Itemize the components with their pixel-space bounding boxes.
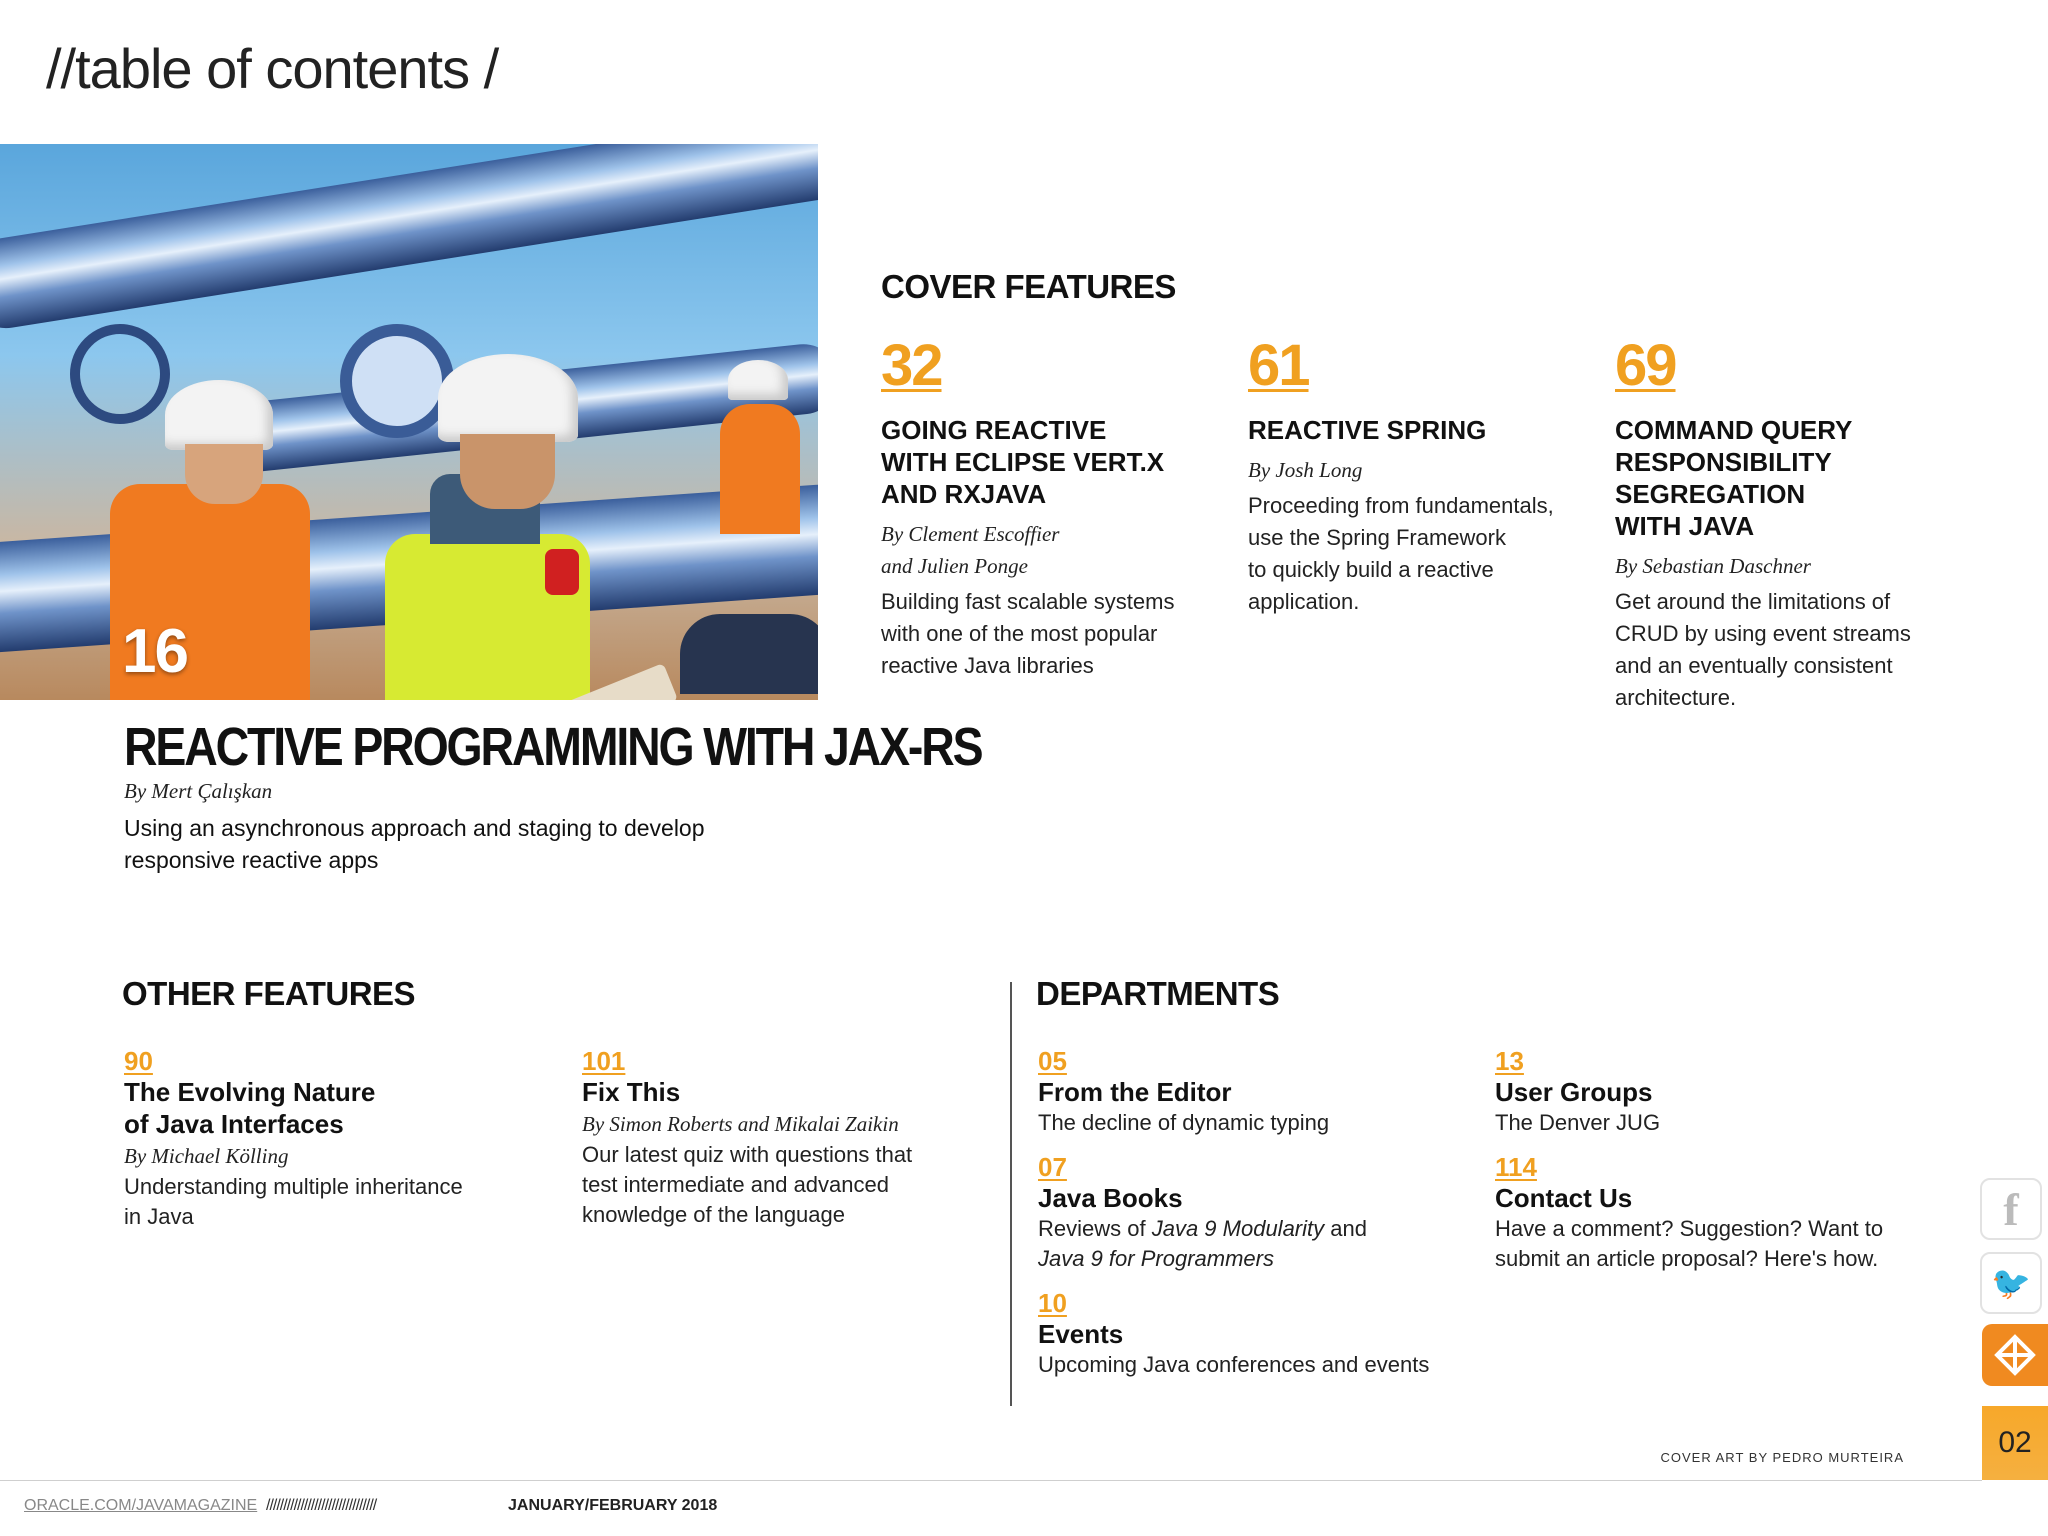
desc-text: Reviews of bbox=[1038, 1216, 1152, 1241]
cover-feature-byline: By Sebastian Daschner bbox=[1615, 554, 1811, 578]
section-divider bbox=[1010, 982, 1012, 1406]
department-title[interactable]: From the Editor bbox=[1038, 1077, 1232, 1107]
other-feature-title[interactable]: The Evolving Nature of Java Interfaces bbox=[124, 1077, 376, 1139]
page-number-tab: 02 bbox=[1982, 1406, 2048, 1480]
cover-feature-title[interactable]: REACTIVE SPRING bbox=[1248, 415, 1487, 445]
department-page-link[interactable]: 05 bbox=[1038, 1046, 1067, 1076]
other-feature-byline: By Simon Roberts and Mikalai Zaikin bbox=[582, 1112, 899, 1136]
footer-divider bbox=[0, 1480, 1982, 1481]
cover-feature-item bbox=[1615, 334, 1945, 714]
department-item bbox=[1495, 1046, 1915, 1138]
book-title: Java 9 Modularity bbox=[1151, 1216, 1325, 1241]
share-icon[interactable] bbox=[1982, 1324, 2048, 1386]
other-features-heading: OTHER FEATURES bbox=[122, 975, 416, 1012]
department-page-link[interactable]: 114 bbox=[1495, 1152, 1537, 1182]
cover-feature-description: Building fast scalable systems with one of the most popular reactive Java libraries bbox=[881, 589, 1175, 678]
cover-feature-page-link[interactable]: 61 bbox=[1248, 333, 1309, 398]
desc-text: and bbox=[1324, 1216, 1367, 1241]
department-item bbox=[1495, 1152, 1955, 1274]
department-description: Upcoming Java conferences and events bbox=[1038, 1352, 1430, 1377]
cover-feature-byline: By Josh Long bbox=[1248, 458, 1363, 482]
cover-features-heading: COVER FEATURES bbox=[881, 268, 1176, 305]
twitter-icon[interactable]: 🐦 bbox=[1980, 1252, 2042, 1314]
cover-feature-title[interactable]: GOING REACTIVE WITH ECLIPSE VERT.X AND RXJAVA bbox=[881, 415, 1165, 509]
book-title: Java 9 for Programmers bbox=[1038, 1246, 1274, 1271]
footer-url-link[interactable]: ORACLE.COM/JAVAMAGAZINE bbox=[24, 1497, 258, 1514]
department-page-link[interactable]: 10 bbox=[1038, 1288, 1067, 1318]
department-item bbox=[1038, 1288, 1458, 1380]
cover-feature-page-link[interactable]: 69 bbox=[1615, 333, 1676, 398]
other-feature-page-link[interactable]: 101 bbox=[582, 1046, 626, 1076]
lead-story-description: Using an asynchronous approach and staging to develop responsive reactive apps bbox=[124, 815, 705, 873]
department-title[interactable]: Contact Us bbox=[1495, 1183, 1633, 1213]
lead-story-page-number[interactable]: 16 bbox=[122, 617, 187, 686]
cover-feature-item bbox=[1248, 334, 1578, 618]
facebook-icon[interactable]: f bbox=[1980, 1178, 2042, 1240]
department-title[interactable]: User Groups bbox=[1495, 1077, 1653, 1107]
footer-issue-date: JANUARY/FEBRUARY 2018 bbox=[508, 1497, 718, 1514]
other-feature-description: Understanding multiple inheritance in Java bbox=[124, 1174, 463, 1229]
cover-feature-byline: By Clement Escoffier and Julien Ponge bbox=[881, 522, 1060, 578]
department-item bbox=[1038, 1152, 1458, 1274]
department-description: Have a comment? Suggestion? Want to submit an article proposal? Here's how. bbox=[1495, 1216, 1884, 1271]
cover-feature-description: Get around the limitations of CRUD by using event streams and an eventually consistent architecture. bbox=[1615, 589, 1911, 710]
department-page-link[interactable]: 13 bbox=[1495, 1046, 1524, 1076]
department-description: The decline of dynamic typing bbox=[1038, 1110, 1330, 1135]
share-glyph bbox=[1994, 1334, 2036, 1376]
other-feature-description: Our latest quiz with questions that test intermediate and advanced knowledge of the language bbox=[582, 1142, 913, 1227]
lead-story-byline: By Mert Çalışkan bbox=[124, 779, 273, 803]
other-feature-item bbox=[124, 1046, 544, 1232]
cover-feature-title[interactable]: COMMAND QUERY RESPONSIBILITY SEGREGATION WITH JAVA bbox=[1615, 415, 1853, 541]
department-description bbox=[1038, 1214, 1458, 1274]
departments-heading: DEPARTMENTS bbox=[1036, 975, 1280, 1012]
lead-story-title[interactable]: REACTIVE PROGRAMMING WITH JAX-RS bbox=[124, 717, 982, 777]
department-description: The Denver JUG bbox=[1495, 1110, 1661, 1135]
department-item bbox=[1038, 1046, 1458, 1138]
cover-art-credit: COVER ART BY PEDRO MURTEIRA bbox=[1660, 1450, 1904, 1465]
other-feature-title[interactable]: Fix This bbox=[582, 1077, 681, 1107]
department-title[interactable]: Events bbox=[1038, 1319, 1124, 1349]
other-feature-item bbox=[582, 1046, 1002, 1230]
cover-feature-item bbox=[881, 334, 1211, 682]
cover-feature-description: Proceeding from fundamentals, use the Spring Framework to quickly build a reactive application. bbox=[1248, 493, 1554, 614]
department-title[interactable]: Java Books bbox=[1038, 1183, 1183, 1213]
cover-feature-page-link[interactable]: 32 bbox=[881, 333, 942, 398]
other-feature-byline: By Michael Kölling bbox=[124, 1144, 289, 1168]
footer-decoration: //////////////////////////////// bbox=[266, 1497, 377, 1514]
department-page-link[interactable]: 07 bbox=[1038, 1152, 1067, 1182]
page-title: //table of contents / bbox=[46, 37, 499, 100]
other-feature-page-link[interactable]: 90 bbox=[124, 1046, 153, 1076]
